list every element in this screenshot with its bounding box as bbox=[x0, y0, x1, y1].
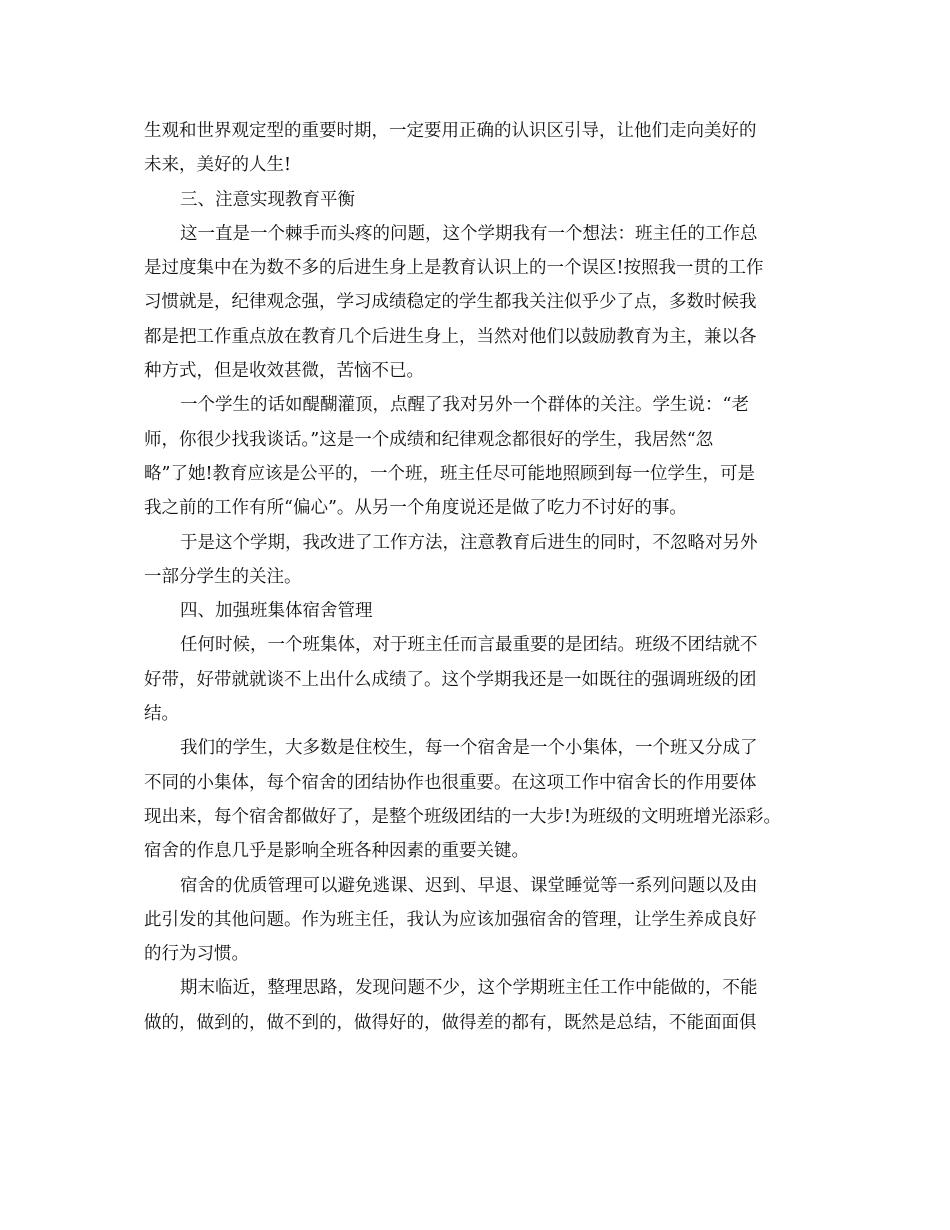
text-line: 这一直是一个棘手而头疼的问题，这个学期我有一个想法：班主任的工作总 bbox=[180, 223, 758, 244]
text-line: 是过度集中在为数不多的后进生身上是教育认识上的一个误区!按照我一贯的工作 bbox=[144, 258, 764, 279]
text-line: 现出来，每个宿舍都做好了，是整个班级团结的一大步!为班级的文明班增光添彩。 bbox=[144, 806, 782, 827]
text-line: 宿舍的作息几乎是影响全班各种因素的重要关键。 bbox=[144, 841, 529, 862]
text-line: 好带，好带就就谈不上出什么成绩了。这个学期我还是一如既往的强调班级的团 bbox=[144, 669, 757, 690]
text-line: 三、注意实现教育平衡 bbox=[180, 189, 355, 210]
text-line: 我之前的工作有所“偏心”。从另一个角度说还是做了吃力不讨好的事。 bbox=[144, 498, 687, 519]
text-line: 都是把工作重点放在教育几个后进生身上，当然对他们以鼓励教育为主，兼以各 bbox=[144, 326, 757, 347]
document-body bbox=[144, 114, 844, 1040]
text-line: 四、加强班集体宿舍管理 bbox=[180, 601, 373, 622]
text-line: 我们的学生，大多数是住校生，每一个宿舍是一个小集体，一个班又分成了 bbox=[180, 738, 758, 759]
text-line: 不同的小集体，每个宿舍的团结协作也很重要。在这项工作中宿舍长的作用要体 bbox=[144, 772, 757, 793]
text-line: 未来，美好的人生! bbox=[144, 155, 292, 176]
text-line: 任何时候，一个班集体，对于班主任而言最重要的是团结。班级不团结就不 bbox=[180, 635, 758, 656]
text-line: 师，你很少找我谈话。”这是一个成绩和纪律观念都很好的学生，我居然“忽 bbox=[144, 429, 714, 450]
text-line: 生观和世界观定型的重要时期，一定要用正确的认识区引导，让他们走向美好的 bbox=[144, 121, 757, 141]
text-line: 一个学生的话如醍醐灌顶，点醒了我对另外一个群体的关注。学生说：“老 bbox=[180, 395, 749, 416]
text-line: 于是这个学期，我改进了工作方法，注意教育后进生的同时，不忽略对另外 bbox=[180, 532, 758, 553]
text-line: 此引发的其他问题。作为班主任，我认为应该加强宿舍的管理，让学生养成良好 bbox=[144, 909, 757, 930]
text-line: 一部分学生的关注。 bbox=[144, 566, 302, 587]
text-line: 略”了她!教育应该是公平的，一个班，班主任尽可能地照顾到每一位学生，可是 bbox=[144, 463, 755, 484]
text-line: 期末临近，整理思路，发现问题不少，这个学期班主任工作中能做的，不能 bbox=[180, 978, 758, 999]
text-line: 结。 bbox=[144, 704, 179, 725]
text-line: 种方式，但是收效甚微，苦恼不已。 bbox=[144, 361, 424, 382]
text-line: 的行为习惯。 bbox=[144, 944, 249, 965]
text-line: 宿舍的优质管理可以避免逃课、迟到、早退、课堂睡觉等一系列问题以及由 bbox=[180, 875, 758, 896]
text-line: 做的，做到的，做不到的，做得好的，做得差的都有，既然是总结，不能面面俱 bbox=[144, 1012, 757, 1033]
text-line: 习惯就是，纪律观念强，学习成绩稳定的学生都我关注似乎少了点，多数时候我 bbox=[144, 292, 757, 313]
